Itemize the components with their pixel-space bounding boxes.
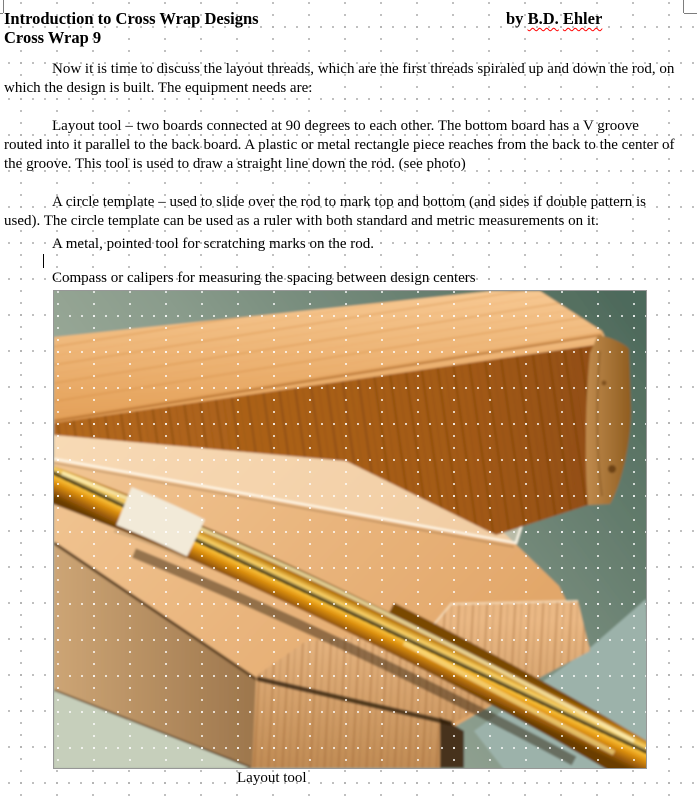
paragraph-circle-template bbox=[4, 193, 697, 231]
text-line: A metal, pointed tool for scratching marks on the rod. bbox=[52, 236, 375, 252]
text-line: Compass or calipers for measuring the spacing between design centers bbox=[52, 270, 476, 286]
author-name-surname: Ehler bbox=[562, 9, 603, 28]
text-line: used). The circle template can be used as a ruler with both standard and metric measurements on it. bbox=[4, 213, 599, 229]
page-title: Introduction to Cross Wrap Designs bbox=[4, 9, 259, 28]
byline bbox=[506, 9, 602, 28]
byline-prefix: by bbox=[506, 9, 528, 28]
paragraph-compass bbox=[4, 270, 697, 287]
figure-layout-tool bbox=[53, 290, 647, 788]
layout-tool-photo-illustration bbox=[54, 291, 646, 768]
text-line: Layout tool – two boards connected at 90 degrees to each other. The bottom board has a V groove bbox=[52, 118, 639, 134]
text-caret bbox=[43, 254, 44, 268]
text-line: which the design is built. The equipment needs are: bbox=[4, 80, 313, 96]
text-line: Now it is time to discuss the layout threads, which are the first threads spiraled up and down the rod, on bbox=[52, 61, 675, 77]
paragraph-metal-tool bbox=[4, 236, 697, 253]
empty-line-with-caret[interactable] bbox=[4, 253, 697, 270]
text-line: A circle template – used to slide over the rod to mark top and bottom (and sides if double pattern is bbox=[52, 194, 647, 210]
paragraph-layout-tool bbox=[4, 117, 697, 174]
layout-tool-photo bbox=[53, 290, 647, 769]
text-line: the groove. This tool is used to draw a straight line down the rod. (see photo) bbox=[4, 156, 466, 172]
text-line: routed into it parallel to the back board. A plastic or metal rectangle piece reaches from the back to the center of bbox=[4, 137, 675, 153]
figure-caption: Layout tool bbox=[237, 770, 307, 786]
author-name-initials: B.D. bbox=[527, 9, 559, 28]
page-subtitle: Cross Wrap 9 bbox=[4, 28, 102, 47]
paragraph-intro bbox=[4, 60, 697, 98]
